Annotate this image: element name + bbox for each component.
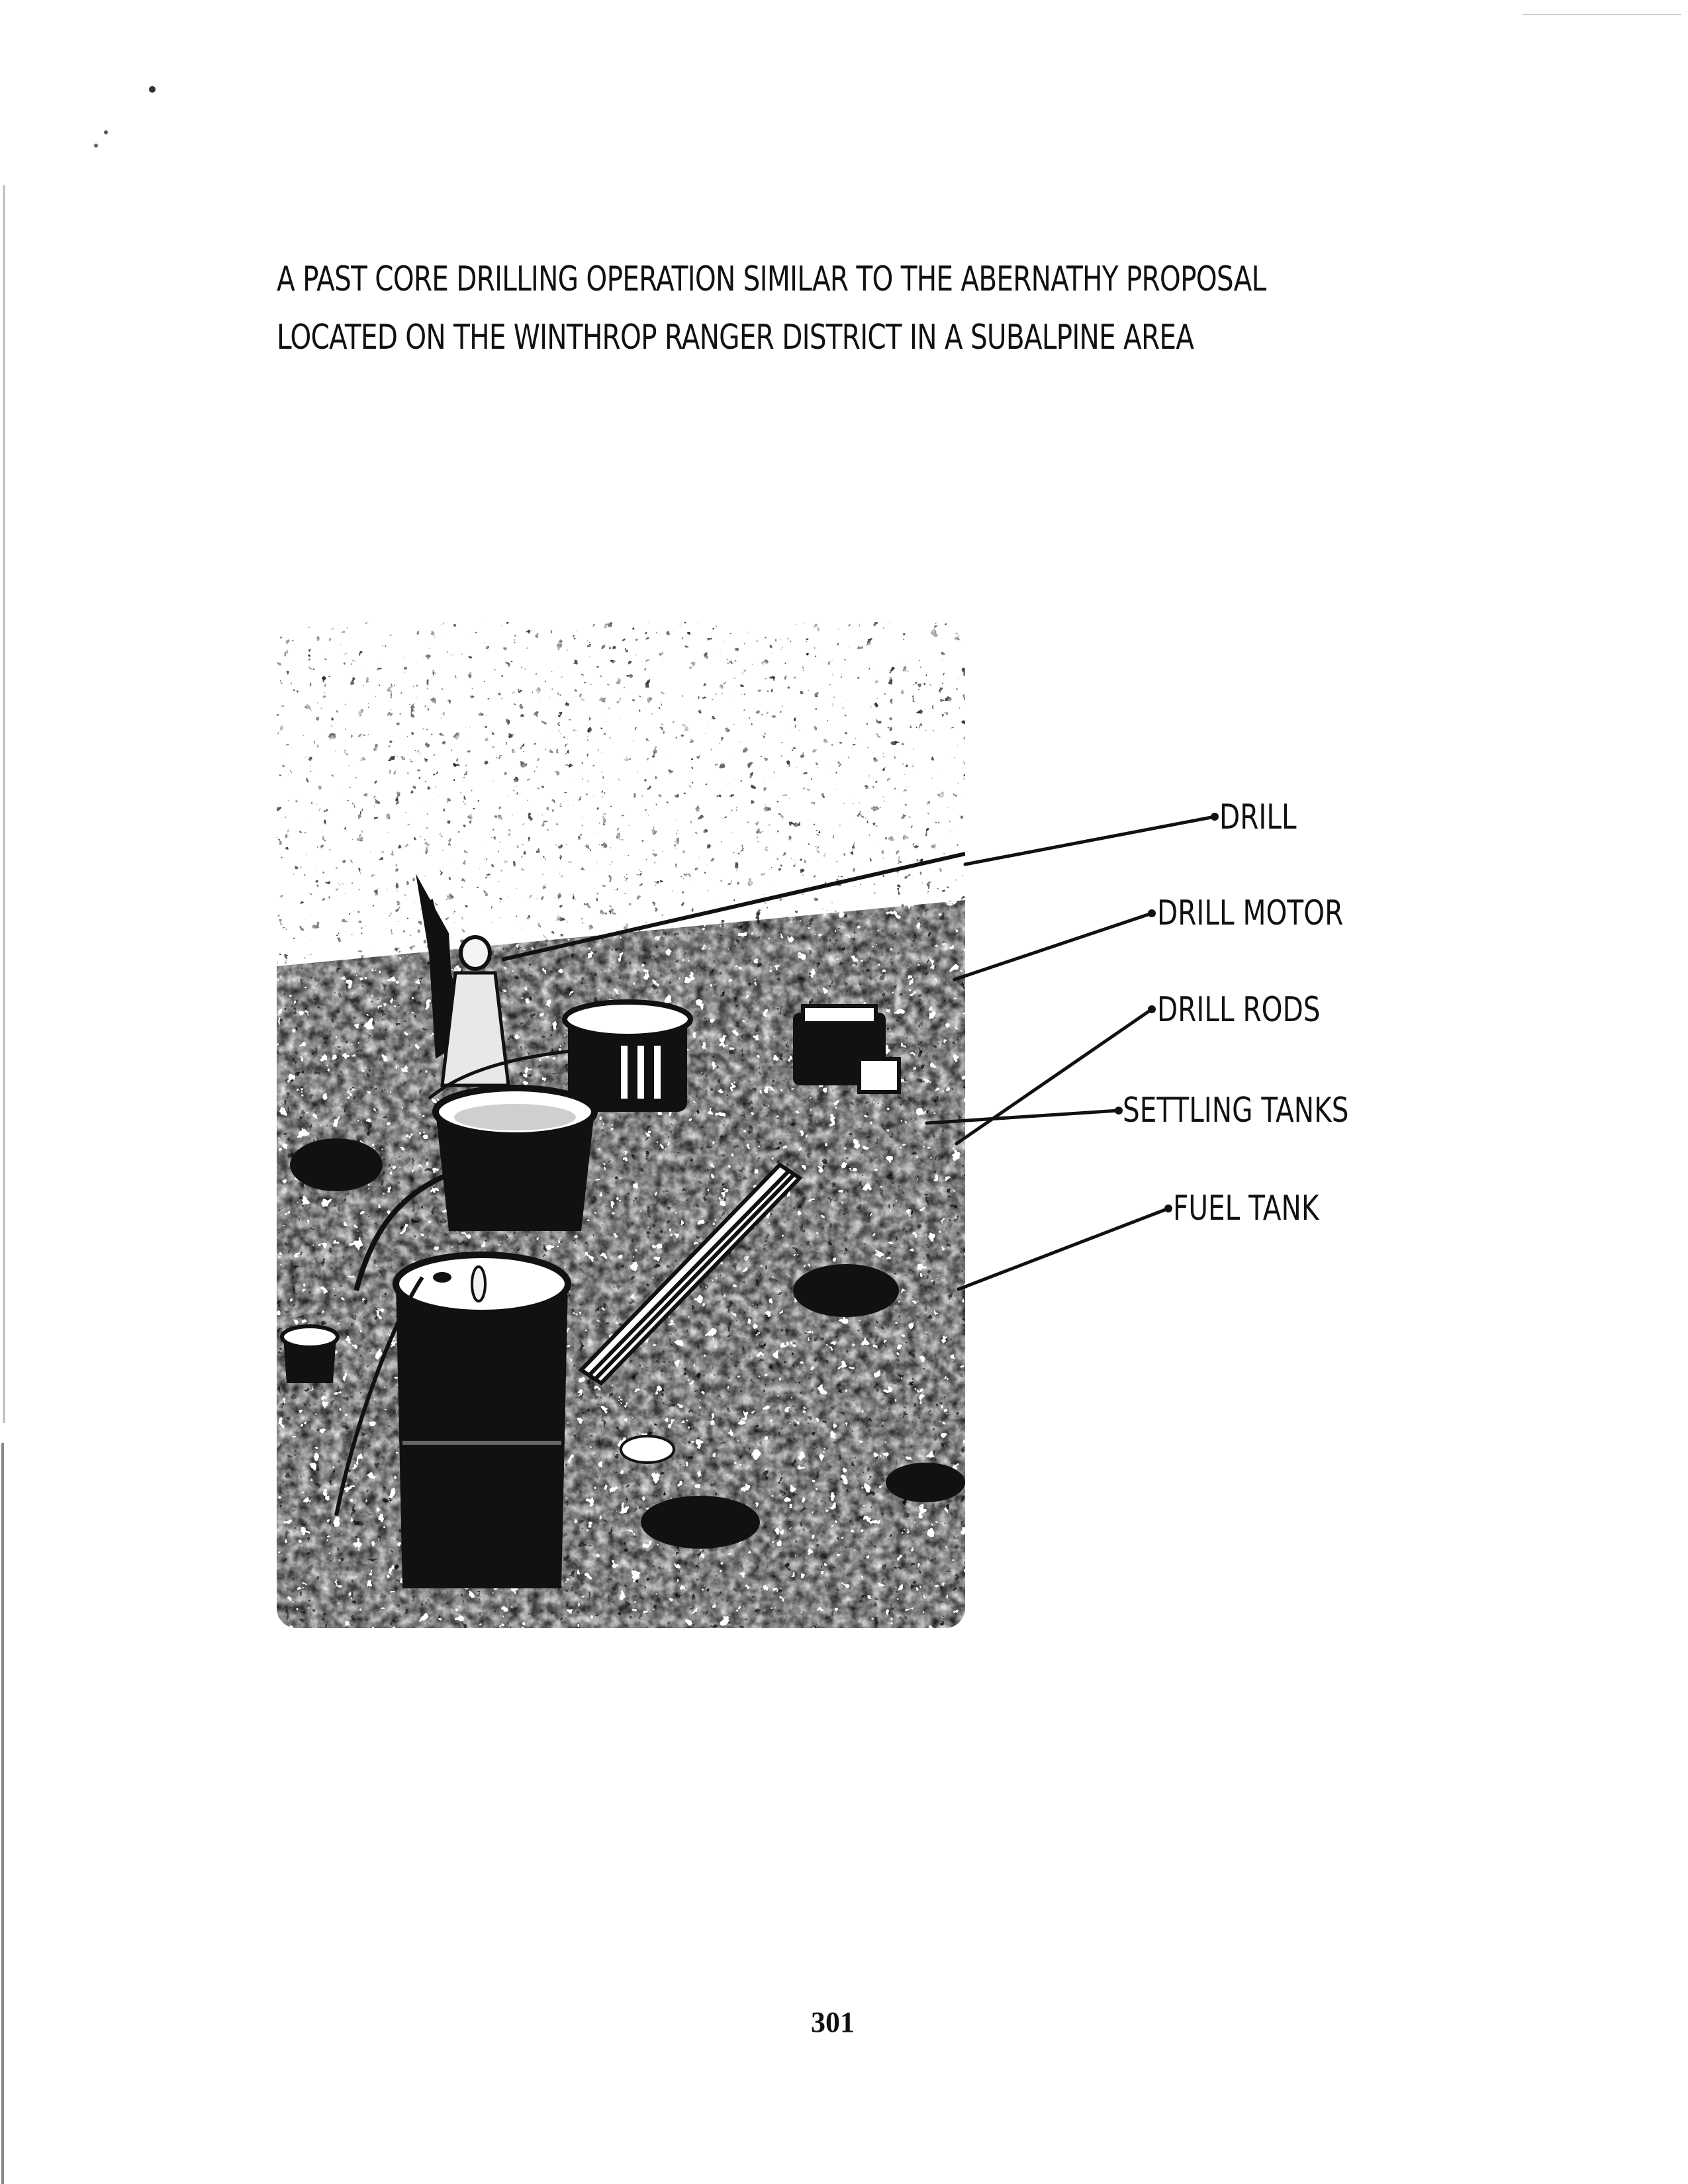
label-fuel-tank: FUEL TANK: [1173, 1189, 1319, 1228]
figure-caption: [277, 250, 1266, 367]
label-drill-motor: DRILL MOTOR: [1157, 893, 1344, 933]
photo-illustration: [277, 622, 965, 1628]
caption-line-1: A PAST CORE DRILLING OPERATION SIMILAR TO THE ABERNATHY PROPOSAL: [277, 259, 1266, 299]
drilling-site-photo: [277, 622, 965, 1628]
label-drill-rods: DRILL RODS: [1157, 990, 1321, 1030]
caption-line-2: LOCATED ON THE WINTHROP RANGER DISTRICT IN A SUBALPINE AREA: [277, 318, 1194, 357]
label-settling-tanks: SETTLING TANKS: [1123, 1091, 1349, 1130]
page-number: 301: [811, 2006, 855, 2038]
label-drill: DRILL: [1219, 797, 1297, 837]
